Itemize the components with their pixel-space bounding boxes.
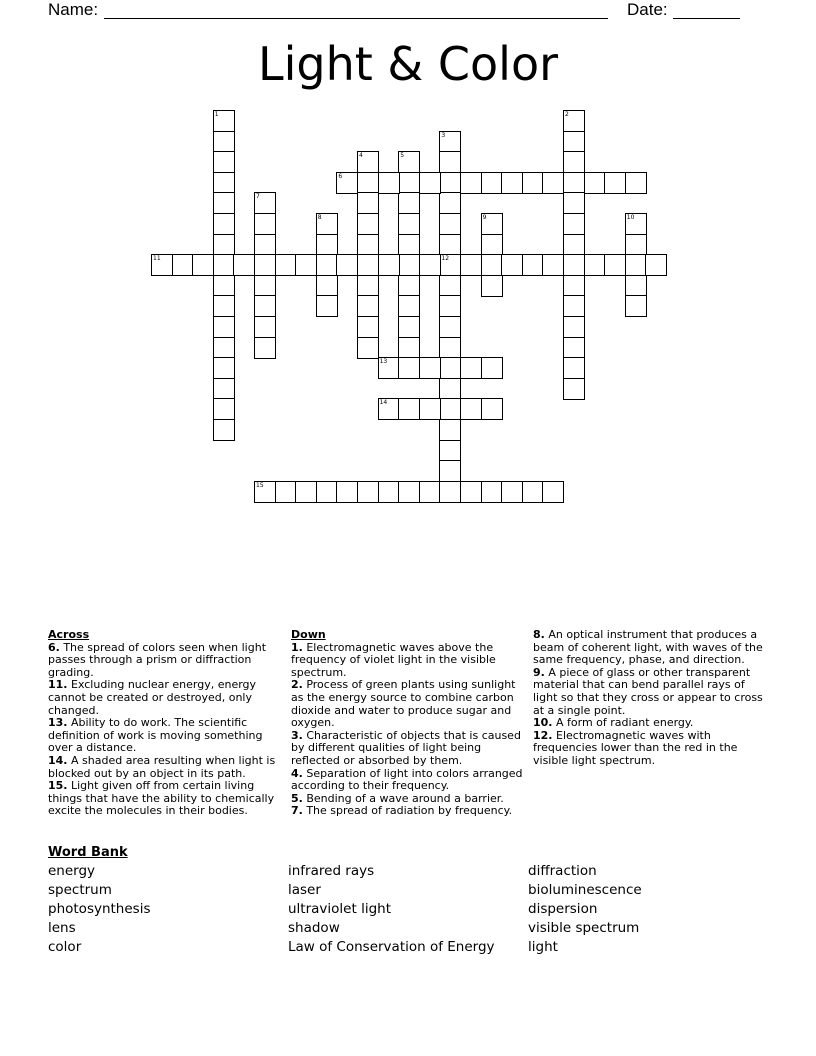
crossword-cell[interactable] [398,316,420,338]
crossword-cell[interactable] [172,254,194,276]
crossword-cell[interactable] [151,254,173,276]
clue-number: 13 [379,358,388,366]
crossword-cell[interactable] [213,316,235,338]
crossword-cell[interactable] [439,151,461,173]
crossword-cell[interactable] [625,254,647,276]
across-clue-list [48,642,278,818]
crossword-cell[interactable] [254,481,276,503]
crossword-cell[interactable] [522,172,544,194]
crossword-cell[interactable] [481,275,503,297]
crossword-cell[interactable] [398,337,420,359]
clue-number: 5 [400,152,405,160]
clue-number: 14 [379,399,388,407]
crossword-cell[interactable] [604,254,626,276]
word-bank-word: bioluminescence [528,882,642,898]
crossword-cell[interactable] [213,131,235,153]
crossword-cell[interactable] [213,275,235,297]
clue-text: An optical instrument that produces a beam of coherent light, with waves of the same frequency, phase, and direction. [533,628,763,667]
crossword-cell[interactable] [213,419,235,441]
word-bank-word: diffraction [528,863,597,879]
crossword-cell[interactable] [563,234,585,256]
crossword-cell[interactable] [439,254,461,276]
crossword-cell[interactable] [439,460,461,482]
crossword-cell[interactable] [357,151,379,173]
crossword-cell[interactable] [419,398,441,420]
crossword-cell[interactable] [398,151,420,173]
down-clue [291,679,527,729]
crossword-cell[interactable] [213,151,235,173]
clue-number: 4. [291,766,303,780]
crossword-cell[interactable] [542,254,564,276]
crossword-cell[interactable] [336,481,358,503]
crossword-cell[interactable] [316,481,338,503]
crossword-cell[interactable] [439,192,461,214]
clue-number: 3 [441,131,446,139]
crossword-cell[interactable] [357,254,379,276]
crossword-cell[interactable] [275,254,297,276]
crossword-cell[interactable] [192,254,214,276]
crossword-cell[interactable] [213,254,235,276]
crossword-cell[interactable] [336,172,358,194]
crossword-cell[interactable] [563,357,585,379]
word-bank-word: shadow [288,920,340,936]
crossword-cell[interactable] [213,192,235,214]
crossword-cell[interactable] [398,398,420,420]
crossword-cell[interactable] [460,481,482,503]
crossword-cell[interactable] [357,295,379,317]
crossword-cell[interactable] [316,213,338,235]
crossword-cell[interactable] [563,110,585,132]
down-clue [291,805,527,818]
crossword-cell[interactable] [357,213,379,235]
crossword-cell[interactable] [481,254,503,276]
crossword-cell[interactable] [254,295,276,317]
clue-text: Characteristic of objects that is caused by different qualities of light being reflected or absorbed by them. [291,728,521,767]
crossword-cell[interactable] [439,378,461,400]
crossword-cell[interactable] [625,172,647,194]
clue-number: 6 [338,172,343,180]
clue-number: 9. [533,665,545,679]
crossword-cell[interactable] [563,254,585,276]
down-clue [533,730,765,768]
down-clue [533,629,765,667]
crossword-cell[interactable] [213,213,235,235]
crossword-cell[interactable] [213,295,235,317]
crossword-cell[interactable] [563,337,585,359]
crossword-cell[interactable] [357,275,379,297]
crossword-cell[interactable] [481,481,503,503]
word-bank-word: laser [288,882,321,898]
clue-number: 6. [48,640,60,654]
clue-text: A piece of glass or other transparent material that can bend parallel rays of light so that they cross or appear to cross at a single point. [533,665,763,717]
crossword-cell[interactable] [254,337,276,359]
crossword-cell[interactable] [398,275,420,297]
clue-text: Separation of light into colors arranged according to their frequency. [291,766,523,793]
clue-number: 14. [48,753,68,767]
crossword-cell[interactable] [357,192,379,214]
clue-number: 7. [291,804,303,818]
across-clue [48,755,278,780]
crossword-cell[interactable] [295,481,317,503]
clue-number: 1. [291,640,303,654]
crossword-cell[interactable] [398,234,420,256]
crossword-cell[interactable] [625,275,647,297]
crossword-cell[interactable] [460,254,482,276]
clue-number: 12 [441,255,450,263]
crossword-cell[interactable] [501,172,523,194]
crossword-cell[interactable] [563,213,585,235]
crossword-cell[interactable] [213,398,235,420]
crossword-cell[interactable] [316,295,338,317]
crossword-cell[interactable] [460,357,482,379]
crossword-cell[interactable] [645,254,667,276]
crossword-cell[interactable] [439,357,461,379]
crossword-cell[interactable] [378,357,400,379]
word-bank-word: ultraviolet light [288,901,391,917]
word-bank-word: dispersion [528,901,598,917]
down-clue [291,730,527,768]
crossword-cell[interactable] [439,398,461,420]
crossword-cell[interactable] [398,192,420,214]
clue-text: Ability to do work. The scientific definition of work is moving something over a distance. [48,716,263,755]
crossword-cell[interactable] [542,172,564,194]
crossword-cell[interactable] [398,213,420,235]
crossword-cell[interactable] [398,295,420,317]
crossword-cell[interactable] [501,254,523,276]
crossword-cell[interactable] [439,172,461,194]
clue-number: 9 [482,214,487,221]
crossword-cell[interactable] [254,275,276,297]
crossword-cell[interactable] [563,378,585,400]
name-label: Name: [48,0,99,19]
crossword-cell[interactable] [563,295,585,317]
across-clue [48,679,278,717]
crossword-cell[interactable] [295,254,317,276]
word-bank-title: Word Bank [48,845,128,860]
clue-number: 15 [256,481,264,489]
clue-number: 2. [291,678,303,692]
across-heading: Across [48,628,90,641]
clue-number: 8. [533,628,545,641]
crossword-cell[interactable] [584,254,606,276]
crossword-cell[interactable] [481,357,503,379]
crossword-cell[interactable] [481,172,503,194]
clue-text: Electromagnetic waves with frequencies lower than the red in the visible light spectrum. [533,728,738,767]
page-title: Light & Color [257,37,558,91]
clue-number: 5. [291,791,303,805]
crossword-cell[interactable] [213,110,235,132]
crossword-cell[interactable] [213,357,235,379]
crossword-cell[interactable] [233,254,255,276]
across-clues [48,629,278,818]
crossword-cell[interactable] [501,481,523,503]
clue-number: 15. [48,779,68,793]
down-clues-continued [533,629,765,768]
crossword-cell[interactable] [316,275,338,297]
crossword-cell[interactable] [439,275,461,297]
crossword-cell[interactable] [522,481,544,503]
crossword-cell[interactable] [254,254,276,276]
crossword-cell[interactable] [439,213,461,235]
word-bank-word: light [528,939,558,955]
across-clue [48,780,278,818]
word-bank-word: Law of Conservation of Energy [288,939,495,955]
clue-number: 11 [153,255,161,263]
crossword-cell[interactable] [378,254,400,276]
clue-text: Electromagnetic waves above the frequency of violet light in the visible spectrum. [291,640,496,679]
clue-number: 13. [48,716,68,730]
crossword-cell[interactable] [419,357,441,379]
crossword-cell[interactable] [254,234,276,256]
across-clue [48,642,278,680]
crossword-cell[interactable] [563,275,585,297]
crossword-cell[interactable] [254,213,276,235]
crossword-cell[interactable] [625,295,647,317]
across-clue [48,717,278,755]
word-bank-column-1 [48,862,151,957]
word-bank-column-2 [288,862,495,957]
down-clue [533,667,765,717]
clue-number: 2 [565,111,569,118]
down-clue [291,768,527,793]
down-clue [291,642,527,680]
word-bank-word: photosynthesis [48,901,151,917]
crossword-cell[interactable] [254,192,276,214]
word-bank-word: visible spectrum [528,920,640,936]
crossword-cell[interactable] [439,337,461,359]
crossword-cell[interactable] [213,172,235,194]
crossword-cell[interactable] [522,254,544,276]
crossword-cell[interactable] [625,234,647,256]
word-bank-word: spectrum [48,882,112,898]
clue-number: 12. [533,728,553,742]
crossword-cell[interactable] [604,172,626,194]
crossword-cell[interactable] [378,172,400,194]
clue-text: Bending of a wave around a barrier. [302,791,504,805]
crossword-cell[interactable] [275,481,297,503]
crossword-cell[interactable] [316,234,338,256]
crossword-cell[interactable] [625,213,647,235]
word-bank-column-3 [528,862,642,957]
crossword-cell[interactable] [254,316,276,338]
clue-text: Light given off from certain living things that have the ability to chemically excite the molecules in their bodies. [48,779,275,818]
crossword-cell[interactable] [357,481,379,503]
clue-number: 11. [48,678,68,692]
crossword-cell[interactable] [481,234,503,256]
down-clues [291,629,527,818]
crossword-cell[interactable] [563,172,585,194]
clue-number: 4 [359,152,363,160]
crossword-cell[interactable] [563,151,585,173]
crossword-cell[interactable] [336,254,358,276]
crossword-cell[interactable] [584,172,606,194]
clue-text: A shaded area resulting when light is blocked out by an object in its path. [48,753,276,780]
crossword-cell[interactable] [357,234,379,256]
clue-number: 1 [214,111,219,118]
crossword-cell[interactable] [378,481,400,503]
clue-text: Process of green plants using sunlight as the energy source to combine carbon dioxide and water to produce sugar and oxygen. [291,678,516,730]
crossword-cell[interactable] [439,419,461,441]
clue-number: 8 [317,214,322,221]
crossword-cell[interactable] [439,440,461,462]
word-bank-word: energy [48,863,96,879]
crossword-cell[interactable] [563,192,585,214]
word-bank-word: lens [48,920,76,936]
crossword-cell[interactable] [419,481,441,503]
crossword-cell[interactable] [213,337,235,359]
clue-text: The spread of colors seen when light passes through a prism or diffraction grading. [48,640,267,679]
clue-text: A form of radiant energy. [552,716,694,730]
crossword-cell[interactable] [439,481,461,503]
down-clue-list-continued [533,629,765,768]
crossword-cell[interactable] [213,378,235,400]
crossword-cell[interactable] [378,398,400,420]
crossword-cell[interactable] [419,254,441,276]
crossword-cell[interactable] [398,357,420,379]
crossword-cell[interactable] [357,337,379,359]
crossword-cell[interactable] [398,254,420,276]
crossword-cell[interactable] [439,234,461,256]
date-label: Date: [627,0,668,19]
crossword-cell[interactable] [563,316,585,338]
crossword-cell[interactable] [419,172,441,194]
down-heading: Down [291,628,326,641]
crossword-cell[interactable] [213,234,235,256]
crossword-cell[interactable] [398,172,420,194]
crossword-cell[interactable] [563,131,585,153]
crossword-cell[interactable] [316,254,338,276]
crossword-cell[interactable] [357,316,379,338]
word-bank-word: infrared rays [288,863,375,879]
word-bank-word: color [48,939,82,955]
clue-text: The spread of radiation by frequency. [302,804,513,818]
clue-text: Excluding nuclear energy, energy cannot be created or destroyed, only changed. [48,678,257,717]
crossword-cell[interactable] [439,316,461,338]
clue-number: 10 [626,214,635,221]
crossword-cell[interactable] [439,295,461,317]
crossword-cell[interactable] [460,398,482,420]
clue-number: 3. [291,728,303,742]
crossword-cell[interactable] [481,213,503,235]
crossword-cell[interactable] [542,481,564,503]
down-clue-list [291,642,527,818]
clue-number: 10. [533,716,553,730]
crossword-cell[interactable] [481,398,503,420]
crossword-cell[interactable] [398,481,420,503]
crossword-cell[interactable] [357,172,379,194]
crossword-cell[interactable] [439,131,461,153]
crossword-cell[interactable] [460,172,482,194]
clue-number: 7 [256,193,260,201]
